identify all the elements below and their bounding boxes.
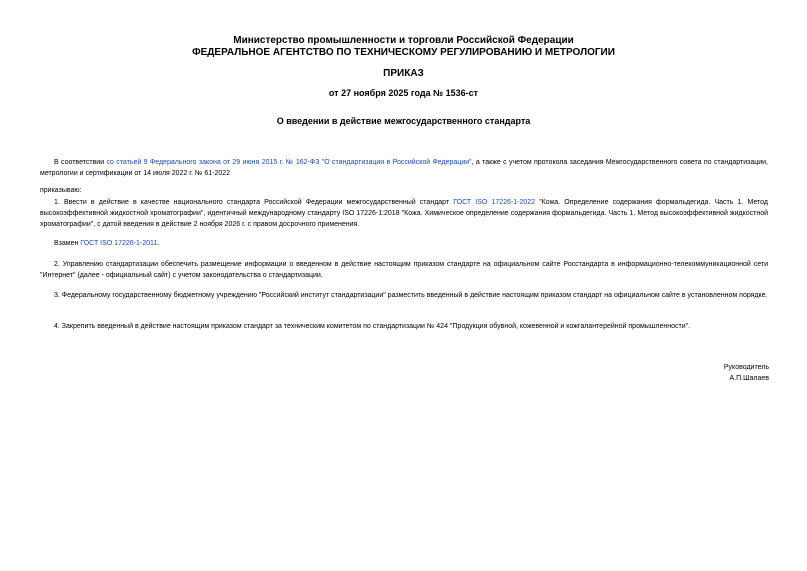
signatory-position: Руководитель xyxy=(723,364,769,371)
document-date-number: от 27 ноября 2025 года № 1536-ст xyxy=(328,88,479,98)
replace-suffix: . xyxy=(157,240,160,247)
order-item-3: 3. Федеральному государственному бюджетному учреждению "Российский институт стандартизации" разместить введенный в действие настоящим приказом стандарт на официальном сайте в установленном порядке. xyxy=(54,292,768,299)
basis-suffix: , а также с учетом протокола заседания Межгосударственного совета по стандартизации, метрологии и сертификации от 14 июля 2022 г. № 61-2022 xyxy=(40,159,768,177)
signatory-name: А.П.Шалаев xyxy=(729,375,769,382)
basis-paragraph xyxy=(40,157,768,179)
order-item-4: 4. Закрепить введенный в действие настоящим приказом стандарт за техническим комитетом по стандартизации № 424 "Продукция обувной, кожевенной и кожгалантерейной промышленности". xyxy=(54,323,691,330)
orders-label: приказываю: xyxy=(40,187,82,194)
agency-name: ФЕДЕРАЛЬНОЕ АГЕНТСТВО ПО ТЕХНИЧЕСКОМУ РЕГУЛИРОВАНИЮ И МЕТРОЛОГИИ xyxy=(192,47,615,58)
basis-prefix: В соответствии xyxy=(54,159,107,166)
document-title: О введении в действие межгосударственного стандарта xyxy=(276,116,531,126)
item1-prefix: 1. Ввести в действие в качестве национального стандарта Российской Федерации межгосударственный стандарт xyxy=(54,199,454,206)
gost-2022-link[interactable]: ГОСТ ISO 17226-1-2022 xyxy=(453,199,536,206)
replace-prefix: Взамен xyxy=(54,240,81,247)
federal-law-link[interactable]: со статьей 9 Федерального закона от 29 июня 2015 г. № 162-ФЗ "О стандартизации в Российской Федерации" xyxy=(106,159,472,166)
order-item-1 xyxy=(40,197,768,230)
ministry-name: Министерство промышленности и торговли Российской Федерации xyxy=(233,35,574,46)
item1-suffix: "Кожа. Определение содержания формальдегида. Часть 1. Метод высокоэффективной жидкостной хроматографии", идентичный международному стандарту ISO 17226-1:2018 "Кожа. Химическое определение содержания формальдегида. Часть 1. Метод высокоэффективной жидкостной хроматографии", с датой введения в действие 2 ноября 2026 г. с правом досрочного применения. xyxy=(40,199,769,228)
document-type: ПРИКАЗ xyxy=(383,68,424,79)
gost-2011-link[interactable]: ГОСТ ISO 17226-1-2011 xyxy=(80,240,158,247)
replacement-paragraph xyxy=(40,238,768,249)
order-item-2: 2. Управлению стандартизации обеспечить размещение информации о введенном в действие настоящим приказом стандарте на официальном сайте Росстандарта в информационно-телекоммуникационной сети "Интернет" (далее - официальный сайт) с учетом законодательства о стандартизации. xyxy=(40,261,768,279)
